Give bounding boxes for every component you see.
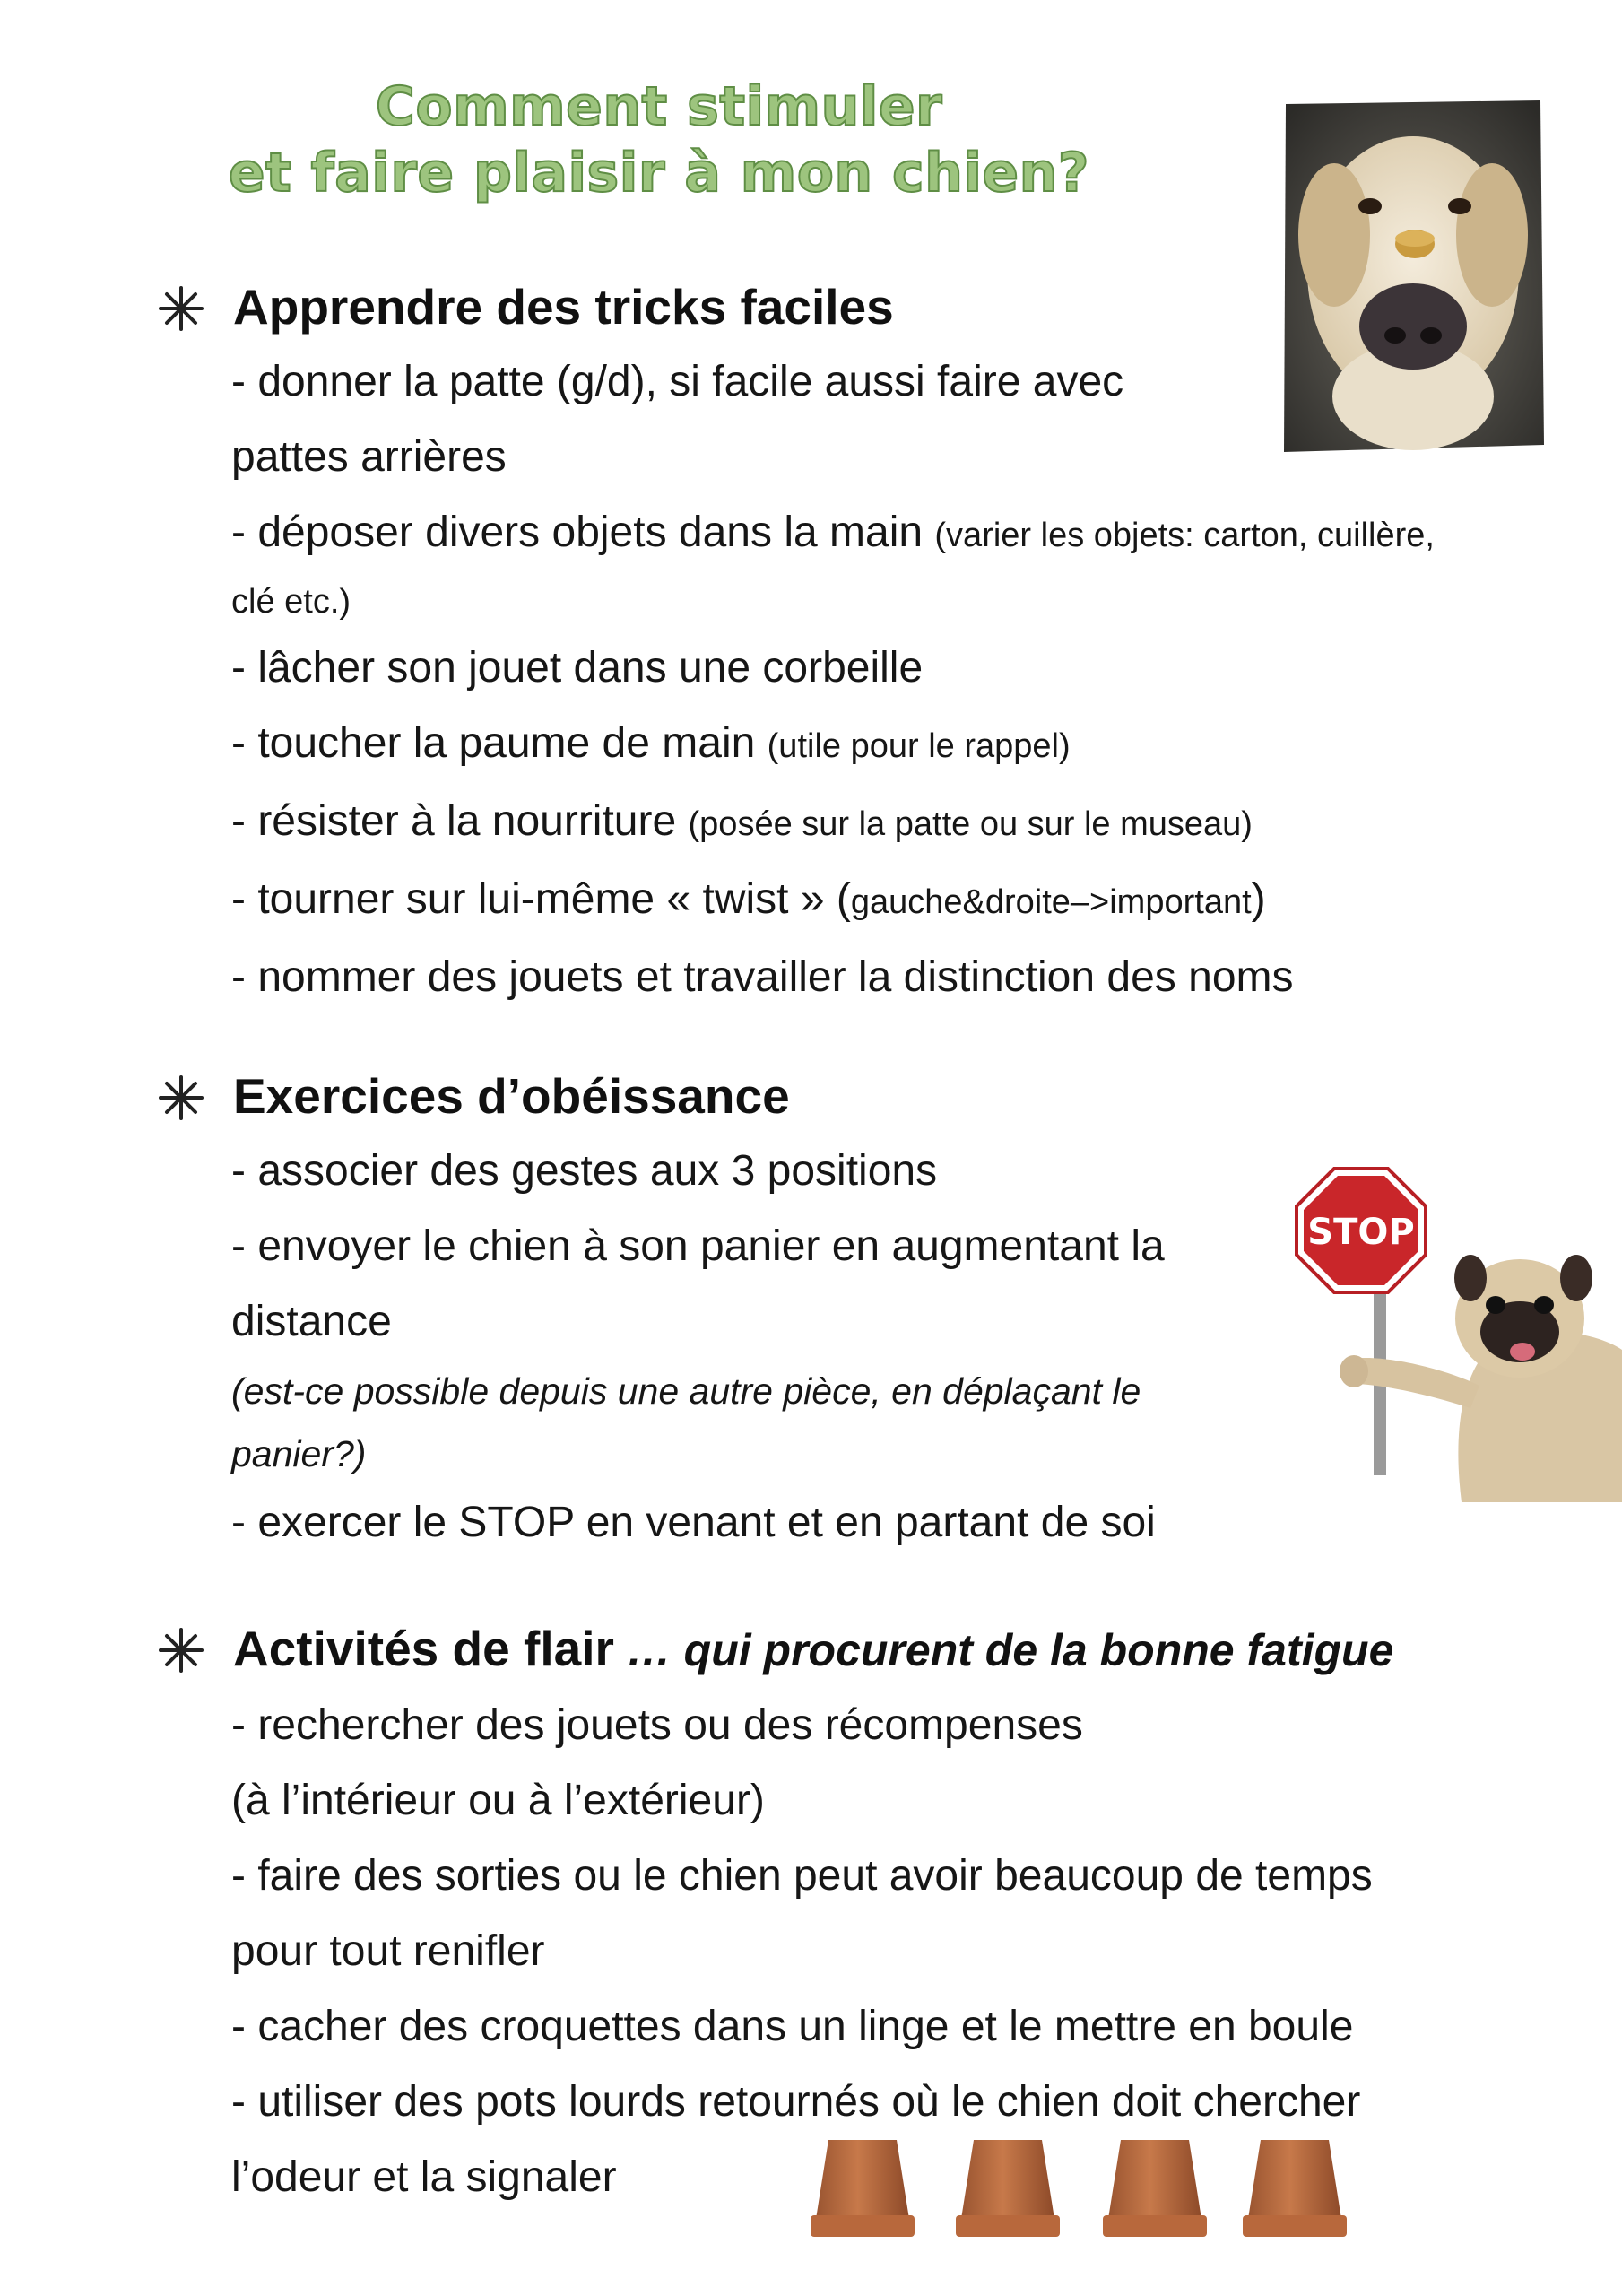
list-item [231,495,1551,573]
item-note: (utile pour le rappel) [767,727,1071,765]
pug-paw [1354,1358,1479,1408]
title-line-2: et faire plaisir à mon chien? [228,142,1090,204]
pot-1 [811,2140,915,2237]
item-note: gauche&droite–>important [850,883,1252,921]
section-heading [152,1611,1551,1688]
item-main: - tourner sur lui-même « twist » ( [231,875,851,923]
list-item: - utiliser des pots lourds retournés où le chien doit chercher [231,2078,1361,2126]
item-main: - toucher la paume de main [231,719,768,767]
pot-3 [1103,2140,1207,2237]
heading-text: Apprendre des tricks faciles [233,279,894,335]
title-line-1: Comment stimuler [375,75,943,138]
list-item: pattes arrières [231,433,507,481]
pot-4 [1243,2140,1347,2237]
asterisk-icon [158,285,204,332]
asterisk-icon [158,1074,204,1121]
list-note: panier?) [231,1433,367,1474]
asterisk-icon [158,1627,204,1674]
heading-text: Exercices d’obéissance [233,1068,790,1124]
item-note: (posée sur la patte ou sur le museau) [688,805,1253,843]
list-item: pour tout renifler [231,1927,545,1975]
section-heading [152,269,1551,344]
pug-stop-sign-image [1291,1161,1622,1502]
heading-suffix: … qui procurent de la bonne fatigue [613,1625,1394,1675]
flower-pots-image [809,2133,1365,2240]
list-item: distance [231,1298,392,1345]
list-note: (est-ce possible depuis une autre pièce, en déplaçant le [231,1370,1141,1412]
stop-sign-text: STOP [1307,1212,1415,1253]
list-item: - rechercher des jouets ou des récompenses [231,1701,1083,1749]
pot-2 [956,2140,1060,2237]
list-item [231,784,1551,862]
list-item: - nommer des jouets et travailler la distinction des noms [231,953,1294,1001]
list-item: (à l’intérieur ou à l’extérieur) [231,1777,765,1824]
list-item: l’odeur et la signaler [231,2153,617,2201]
heading-text: Activités de flair [233,1621,614,1676]
item-main: - déposer divers objets dans la main [231,509,935,556]
item-end: ) [1251,875,1266,923]
list-item: - associer des gestes aux 3 positions [231,1147,938,1195]
list-item: clé etc.) [231,583,351,621]
item-main: - résister à la nourriture [231,797,689,845]
item-note: (varier les objets: carton, cuillère, [934,517,1435,554]
section-tricks [152,269,1551,1015]
list-item: - cacher des croquettes dans un linge et le mettre en boule [231,2003,1354,2050]
list-item: - exercer le STOP en venant et en partant de soi [231,1499,1156,1546]
list-item: - lâcher son jouet dans une corbeille [231,644,924,691]
section-heading [152,1058,1551,1134]
section-flair [152,1611,1551,2215]
list-item: - envoyer le chien à son panier en augmentant la [231,1222,1165,1270]
list-item [231,706,1551,784]
list-item: - donner la patte (g/d), si facile aussi faire avec [231,358,1124,405]
page-title [206,74,1112,206]
list-item: - faire des sorties ou le chien peut avoir beaucoup de temps [231,1852,1373,1900]
list-item [231,862,1551,940]
